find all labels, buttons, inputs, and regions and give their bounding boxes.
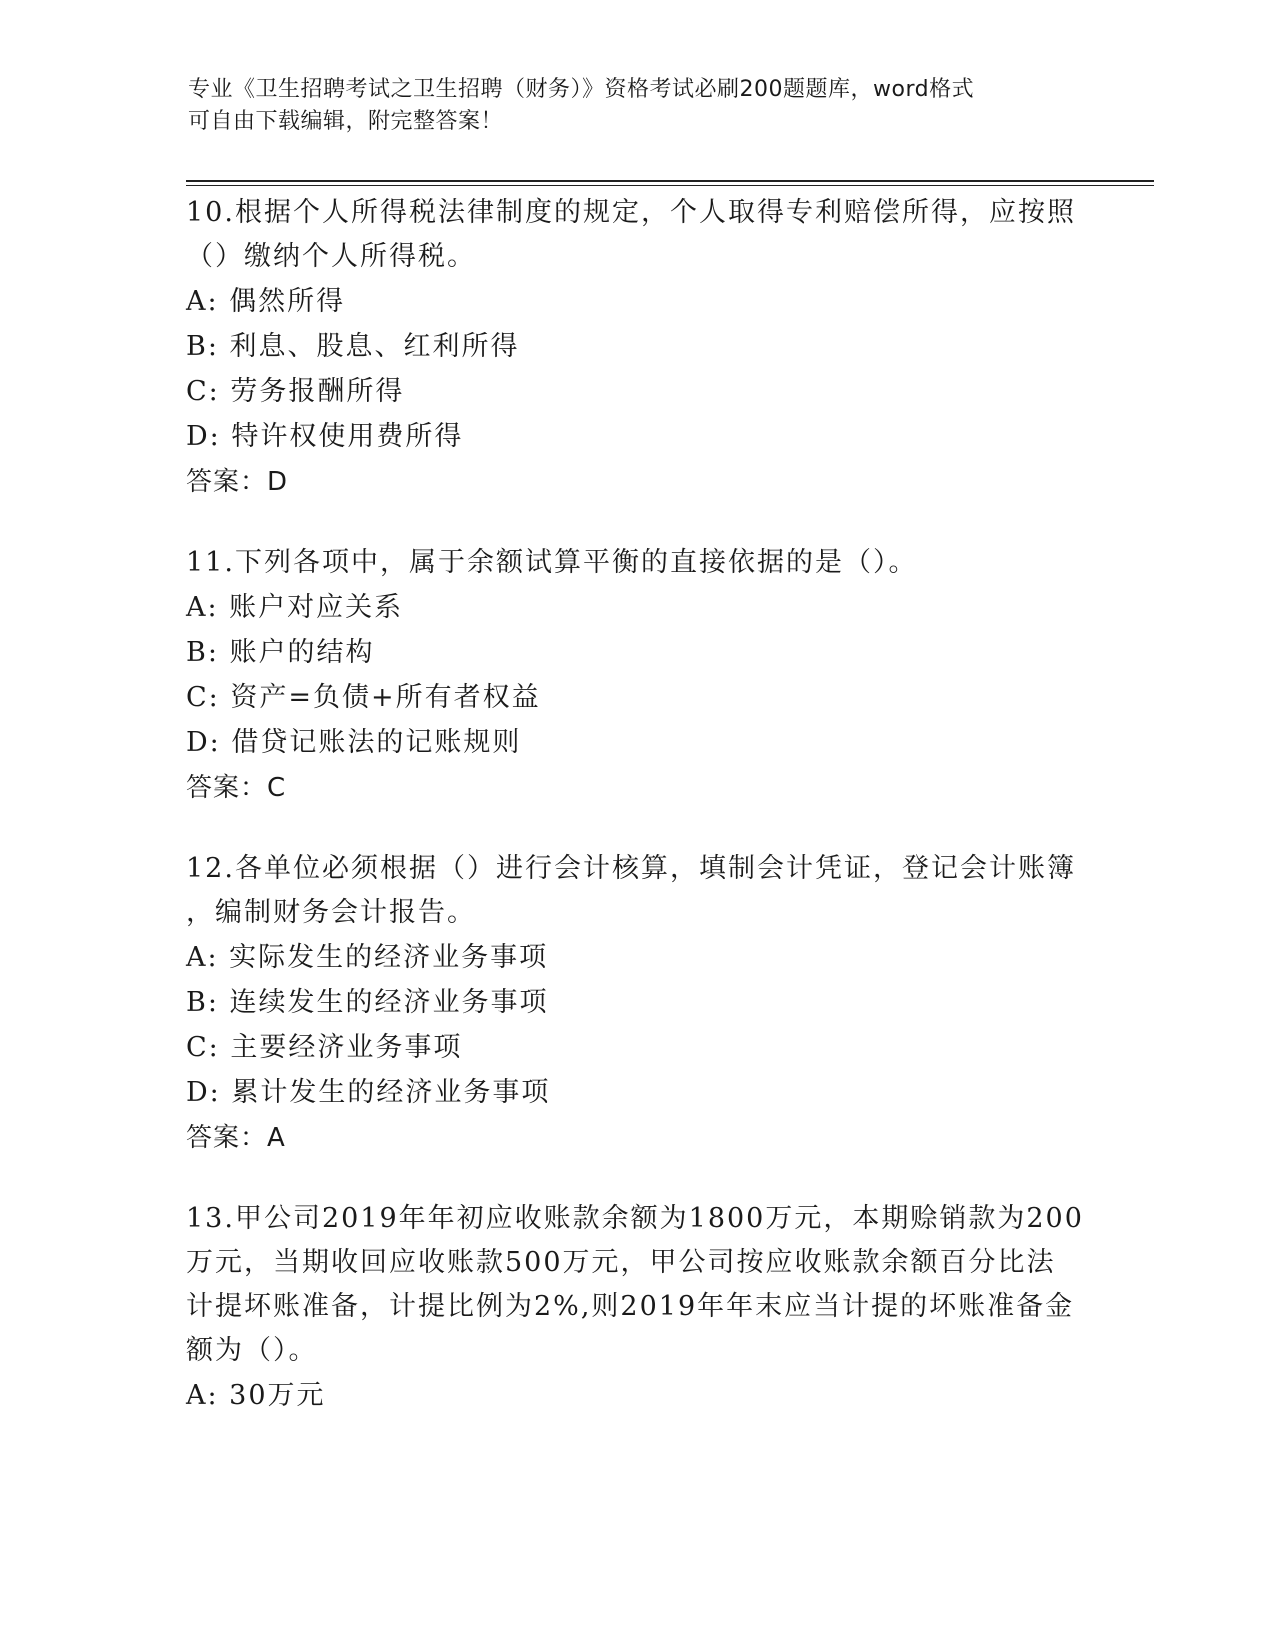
question-11 xyxy=(186,541,1086,811)
option-d: D: 借贷记账法的记账规则 xyxy=(186,727,522,758)
question-stem-line: 13.甲公司2019年年初应收账款余额为1800万元，本期赊销款为200 xyxy=(186,1203,1084,1234)
option-a: A: 30万元 xyxy=(186,1380,326,1411)
question-stem-line: （）缴纳个人所得税。 xyxy=(186,241,476,272)
option-d: D: 特许权使用费所得 xyxy=(186,421,464,452)
question-stem-line: 11.下列各项中，属于余额试算平衡的直接依据的是（）。 xyxy=(186,547,918,578)
document-header xyxy=(188,74,1068,138)
option-c: C: 资产=负债+所有者权益 xyxy=(186,682,541,713)
answer: 答案：C xyxy=(186,773,287,803)
answer: 答案：D xyxy=(186,467,289,497)
question-stem-line: 万元，当期收回应收账款500万元，甲公司按应收账款余额百分比法 xyxy=(186,1247,1056,1278)
option-c: C: 主要经济业务事项 xyxy=(186,1032,463,1063)
question-stem-line: 12.各单位必须根据（）进行会计核算，填制会计凭证，登记会计账簿 xyxy=(186,853,1076,884)
header-divider xyxy=(186,180,1154,186)
question-13 xyxy=(186,1197,1086,1418)
option-d: D: 累计发生的经济业务事项 xyxy=(186,1077,551,1108)
option-c: C: 劳务报酬所得 xyxy=(186,376,405,407)
option-b: B: 连续发生的经济业务事项 xyxy=(186,987,549,1018)
question-stem-line: 10.根据个人所得税法律制度的规定，个人取得专利赔偿所得，应按照 xyxy=(186,197,1076,228)
option-b: B: 账户的结构 xyxy=(186,637,375,668)
option-b: B: 利息、股息、红利所得 xyxy=(186,331,520,362)
header-line-2: 可自由下载编辑，附完整答案！ xyxy=(188,109,504,134)
question-stem-line: 额为（）。 xyxy=(186,1335,318,1366)
question-10 xyxy=(186,191,1086,505)
question-12 xyxy=(186,847,1086,1161)
option-a: A: 偶然所得 xyxy=(186,286,346,317)
question-list xyxy=(186,191,1086,1454)
answer: 答案：A xyxy=(186,1123,286,1153)
option-a: A: 实际发生的经济业务事项 xyxy=(186,942,549,973)
option-a: A: 账户对应关系 xyxy=(186,592,404,623)
question-stem-line: 计提坏账准备，计提比例为2%,则2019年年末应当计提的坏账准备金 xyxy=(186,1291,1075,1322)
question-stem-line: ，编制财务会计报告。 xyxy=(186,897,476,928)
header-line-1: 专业《卫生招聘考试之卫生招聘（财务）》资格考试必刷200题题库，word格式 xyxy=(188,77,975,102)
